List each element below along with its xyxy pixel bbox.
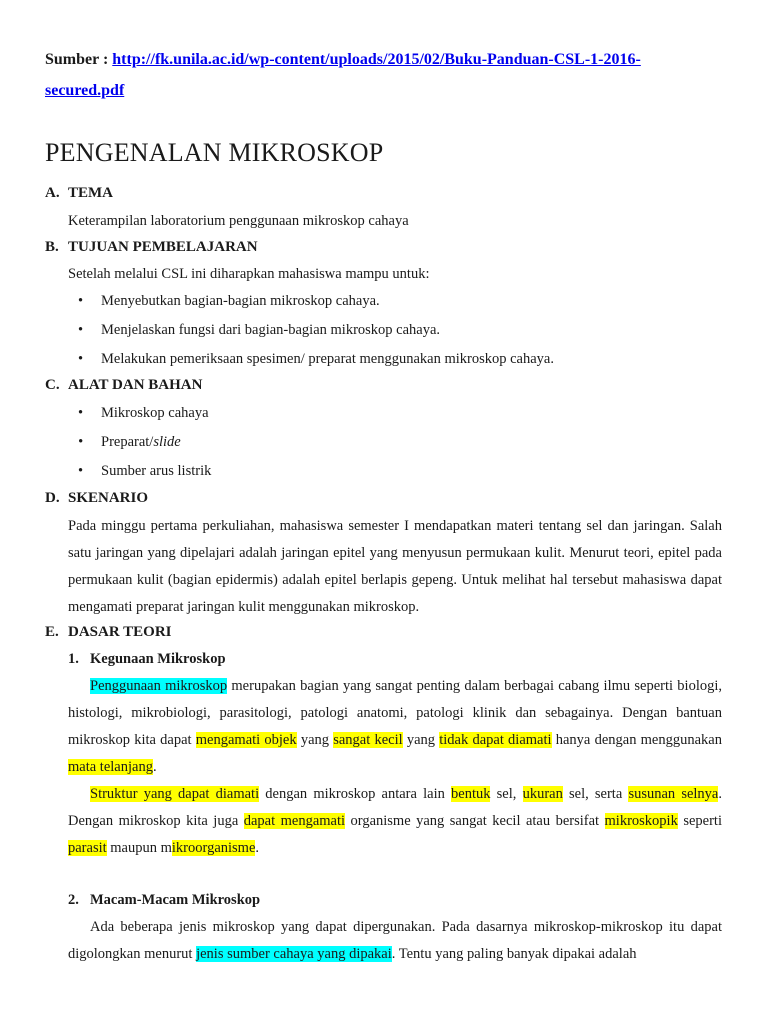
list-item: • Preparat/slide: [78, 434, 181, 450]
macam-paragraph-1: Ada beberapa jenis mikroskop yang dapat dipergunakan. Pada dasarnya mikroskop-mikroskop itu dapat digolongkan menurut jenis sumber cahaya yang dipakai. Tentu yang paling banyak dipakai adalah: [68, 919, 722, 962]
tema-text: Keterampilan laboratorium penggunaan mikroskop cahaya: [68, 213, 409, 229]
section-heading-tema: A. TEMA: [45, 185, 113, 201]
skenario-text: Pada minggu pertama perkuliahan, mahasiswa semester I mendapatkan materi tentang sel dan jaringan. Salah satu jaringan yang dipelajari adalah jaringan epitel yang menyusun permukaan kulit. Menurut teori, epitel pada permukaan kulit (bagian epidermis) adalah epitel berlapis gepeng. Untuk melihat hal tersebut mahasiswa dapat mengamati preparat jaringan kulit menggunakan mikroskop.: [68, 518, 722, 615]
document-title: PENGENALAN MIKROSKOP: [45, 138, 384, 167]
alat-list: [68, 399, 211, 486]
subsection-heading-macam: 2. Macam-Macam Mikroskop: [68, 892, 261, 908]
list-item: • Menjelaskan fungsi dari bagian-bagian mikroskop cahaya.: [78, 322, 441, 338]
section-heading-tujuan: B. TUJUAN PEMBELAJARAN: [45, 239, 258, 255]
tujuan-intro: Setelah melalui CSL ini diharapkan mahasiswa mampu untuk:: [68, 266, 430, 282]
tujuan-list: [68, 287, 554, 374]
source-link[interactable]: http://fk.unila.ac.id/wp-content/uploads/2015/02/Buku-Panduan-CSL-1-2016- secured.pdf: [45, 51, 641, 99]
kegunaan-paragraph-2: Struktur yang dapat diamati dengan mikroskop antara lain bentuk sel, ukuran sel, serta susunan selnya. Dengan mikroskop kita juga dapat mengamati organisme yang sangat kecil atau bersifat mikroskopik seperti parasit maupun mikroorganisme.: [68, 786, 722, 856]
list-item: • Mikroskop cahaya: [78, 405, 209, 421]
subsection-heading-kegunaan: 1. Kegunaan Mikroskop: [68, 651, 226, 667]
section-heading-dasar-teori: E. DASAR TEORI: [45, 624, 172, 640]
list-item: • Sumber arus listrik: [78, 463, 212, 479]
source-label: Sumber :: [45, 51, 109, 68]
list-item: • Melakukan pemeriksaan spesimen/ preparat menggunakan mikroskop cahaya.: [78, 351, 554, 367]
kegunaan-paragraph-1: Penggunaan mikroskop merupakan bagian yang sangat penting dalam berbagai cabang ilmu seperti biologi, histologi, mikrobiologi, parasitologi, patologi anatomi, patologi klinik dan sebagainya. Dengan bantuan mikroskop kita dapat mengamati objek yang sangat kecil yang tidak dapat diamati hanya dengan menggunakan mata telanjang.: [68, 678, 722, 775]
source-line: [45, 44, 735, 106]
list-item: • Menyebutkan bagian-bagian mikroskop cahaya.: [78, 293, 380, 309]
section-heading-alat: C. ALAT DAN BAHAN: [45, 377, 203, 393]
section-heading-skenario: D. SKENARIO: [45, 490, 149, 506]
